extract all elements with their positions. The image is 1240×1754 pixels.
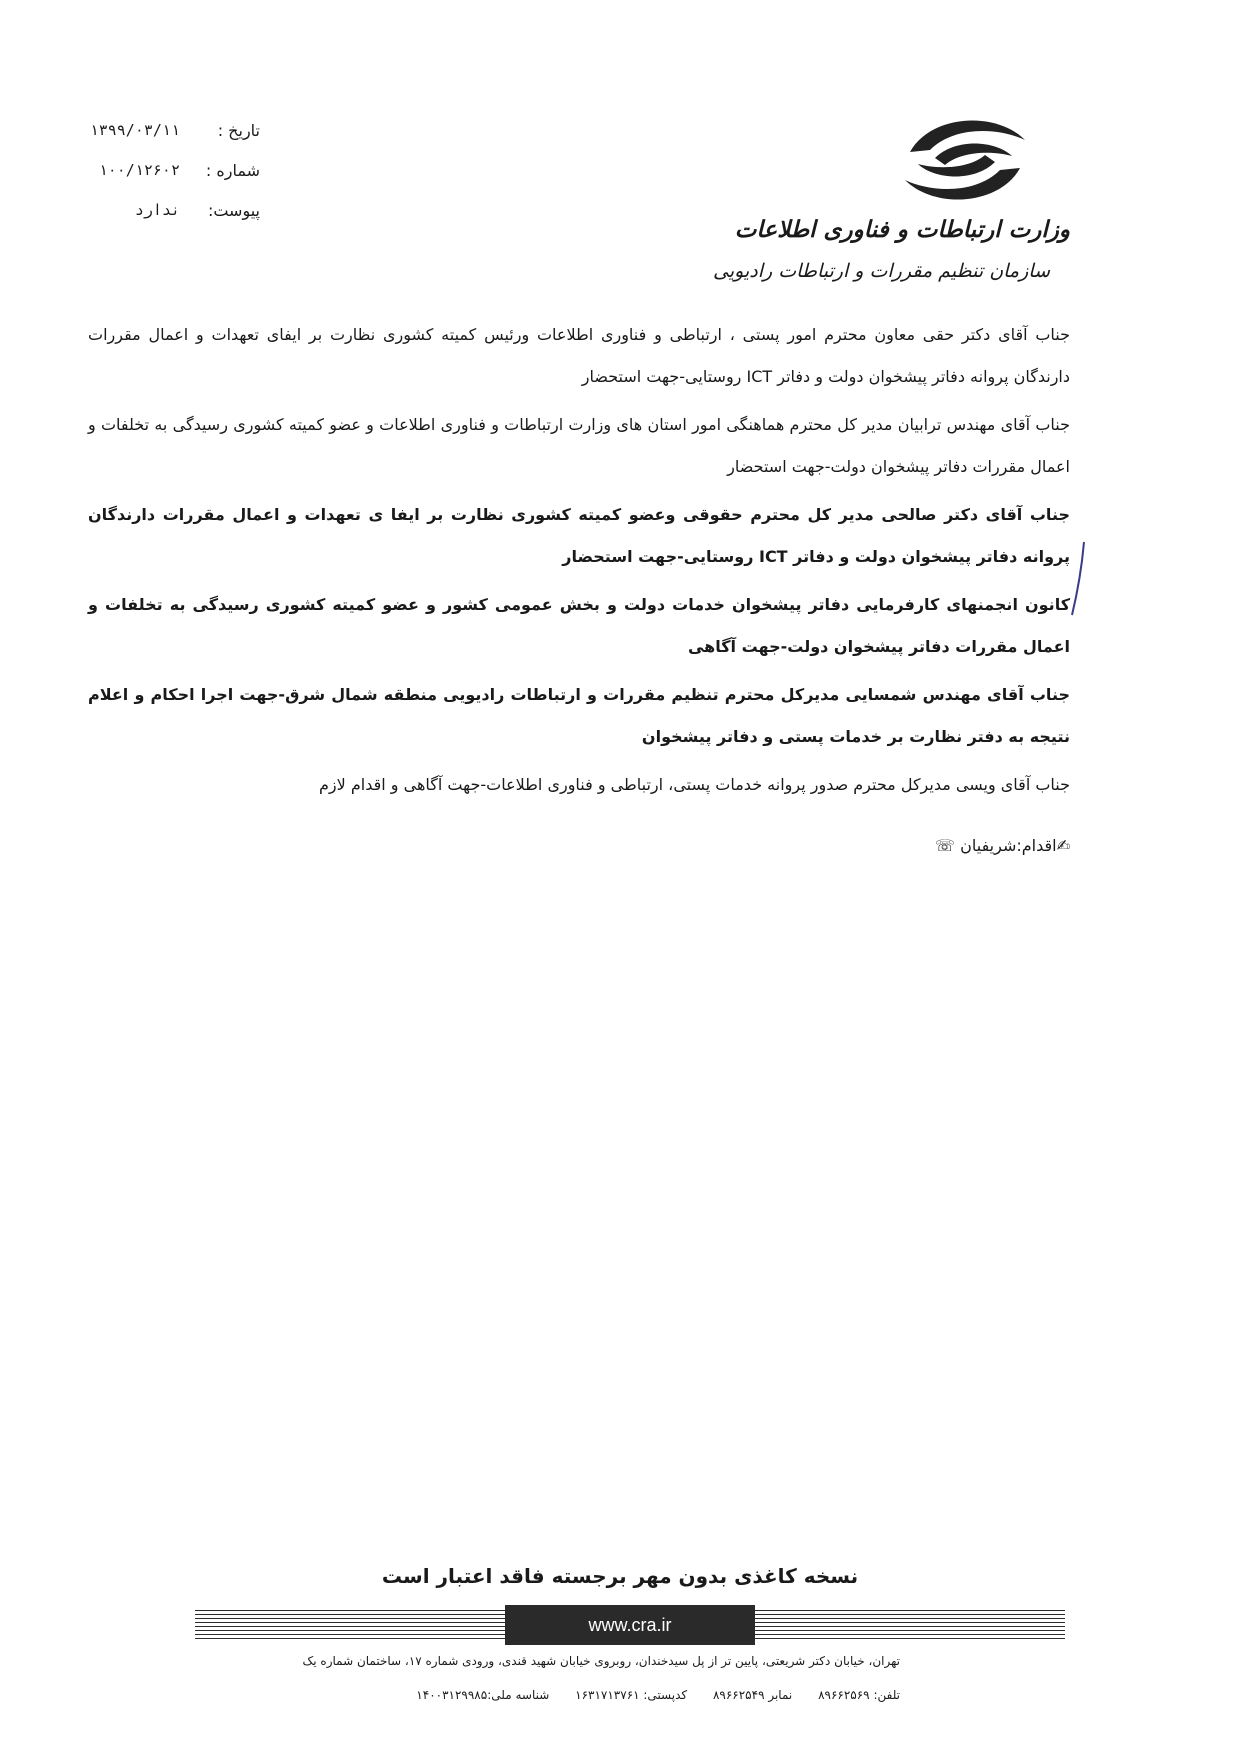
- pen-mark-icon: [1068, 540, 1088, 620]
- recipient-item: جناب آقای مهندس شمسایی مدیرکل محترم تنظیم مقررات و ارتباطات رادیویی منطقه شمال شرق-جهت اجرا احکام و اعلام نتیجه به دفتر نظارت بر خدمات پستی و دفاتر پیشخوان: [88, 685, 1070, 746]
- attachment-label: پیوست:: [207, 200, 260, 220]
- number-label: شماره :: [205, 160, 260, 180]
- footer-stripes-left: [195, 1610, 505, 1640]
- cra-logo-icon: [900, 110, 1030, 210]
- recipients-list: [88, 314, 1070, 812]
- attachment-row: [60, 190, 260, 230]
- footer-bar: [195, 1605, 1065, 1645]
- date-row: [60, 110, 260, 150]
- footer-fax: نمابر ۸۹۶۶۲۵۴۹: [712, 1688, 793, 1702]
- recipient-item: کانون انجمنهای کارفرمایی دفاتر پیشخوان خدمات دولت و بخش عمومی کشور و عضو کمیته کشوری رسیدگی به تخلفات و اعمال مقررات دفاتر پیشخوان دولت-جهت آگاهی: [88, 595, 1070, 656]
- action-line: ✍اقدام:شریفیان ☏: [935, 836, 1070, 855]
- date-label: تاریخ :: [217, 120, 260, 140]
- website-link[interactable]: www.cra.ir: [505, 1605, 755, 1645]
- org-subtitle: سازمان تنظیم مقررات و ارتباطات رادیویی: [713, 260, 1050, 282]
- footer-phone: تلفن: ۸۹۶۶۲۵۶۹: [818, 1688, 900, 1702]
- recipient-item: جناب آقای مهندس ترابیان مدیر کل محترم هماهنگی امور استان های وزارت ارتباطات و فناوری اطلاعات و عضو کمیته کشوری رسیدگی به تخلفات و اعمال مقررات دفاتر پیشخوان دولت-جهت استحضار: [88, 415, 1070, 476]
- org-name: وزارت ارتباطات و فناوری اطلاعات: [734, 216, 1070, 243]
- recipient-item: جناب آقای دکتر صالحی مدیر کل محترم حقوقی وعضو کمیته کشوری نظارت بر ایفا ی تعهدات و اعمال مقررات دارندگان پروانه دفاتر پیشخوان دولت و دفاتر ICT روستایی-جهت استحضار: [88, 505, 1070, 566]
- footer-national-id: شناسه ملی:۱۴۰۰۳۱۲۹۹۸۵: [416, 1688, 550, 1702]
- date-value: ۱۳۹۹/۰۳/۱۱: [89, 121, 180, 139]
- footer-address: تهران، خیابان دکتر شریعتی، پایین تر از پل سیدخندان، روبروی خیابان شهید قندی، ورودی شماره ۱۷، ساختمان شماره یک: [302, 1654, 900, 1668]
- validity-notice: نسخه کاغذی بدون مهر برجسته فاقد اعتبار است: [381, 1564, 859, 1588]
- footer-contact: [200, 1688, 900, 1702]
- letter-meta: [60, 110, 260, 230]
- number-value: ۱۰۰/۱۲۶۰۲: [98, 161, 180, 179]
- recipient-item: جناب آقای دکتر حقی معاون محترم امور پستی ، ارتباطی و فناوری اطلاعات ورئیس کمیته کشوری نظارت بر ایفای تعهدات و اعمال مقررات دارندگان پروانه دفاتر پیشخوان دولت و دفاتر ICT روستایی-جهت استحضار: [88, 325, 1070, 386]
- footer-postal-code: کدپستی: ۱۶۳۱۷۱۳۷۶۱: [575, 1688, 688, 1702]
- footer-stripes-right: [755, 1610, 1065, 1640]
- attachment-value: ندارد: [134, 201, 180, 219]
- number-row: [60, 150, 260, 190]
- recipient-item: جناب آقای ویسی مدیرکل محترم صدور پروانه خدمات پستی، ارتباطی و فناوری اطلاعات-جهت آگاهی و اقدام لازم: [319, 775, 1070, 794]
